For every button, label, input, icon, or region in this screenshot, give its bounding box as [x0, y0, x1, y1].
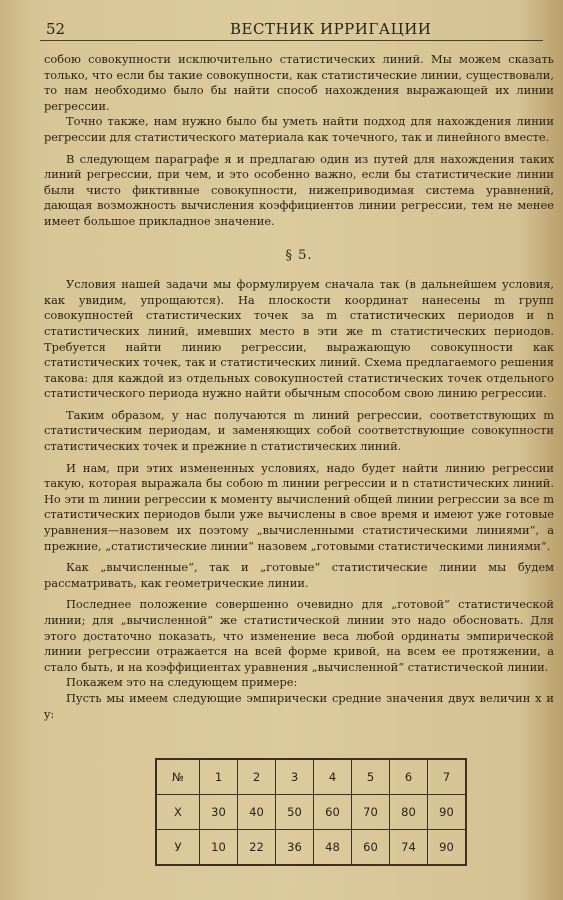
paragraph: Как „вычисленные“, так и „готовые“ статистические линии мы будем рассматривать, как геометрические линии.: [44, 560, 554, 590]
paragraph: И нам, при этих измененных условиях, надо будет найти линию регрессии такую, которая выражала бы собою m линии регрессии и n статистических линий. Но эти m линии регрессии к моменту вычислений общей линии регрессии за все m статистических периодов были уже вычислены в свое время и имеют уже готовые уравнения—назовем их поэтому „вычисленными статистическими линиями“, а прежние, „статистические линии“ назовем „готовыми статистическими линиями“.: [44, 460, 554, 553]
table-cell: 2: [238, 759, 276, 795]
table-cell: 60: [352, 830, 390, 866]
page-number: 52: [46, 20, 66, 38]
data-table: [155, 758, 467, 866]
table-cell: 5: [352, 759, 390, 795]
table-cell: 50: [276, 795, 314, 830]
table-cell: 48: [314, 830, 352, 866]
table-row: [156, 795, 466, 830]
table-cell: 10: [200, 830, 238, 866]
table-cell: №: [156, 759, 200, 795]
table-cell: 90: [428, 830, 467, 866]
paragraph: собою совокупности исключительно статистических линий. Мы можем сказать только, что если бы такие совокупности, как статистические линии, существовали, то нам необходимо было бы найти способ нахождения выражающей их линии регрессии.: [44, 52, 554, 113]
table-cell: 90: [428, 795, 467, 830]
table-cell: 7: [428, 759, 467, 795]
table-cell: У: [156, 830, 200, 866]
table-cell: 60: [314, 795, 352, 830]
table-cell: 74: [390, 830, 428, 866]
paragraph: Условия нашей задачи мы формулируем сначала так (в дальнейшем условия, как увидим, упрощаются). На плоскости координат нанесены m групп совокупностей статистических точек за m статистических периодов и n статистических линий, имевших место в эти же m статистических периодов. Требуется найти линию регрессии, выражающую совокупности как статистических точек, так и статистических линий. Схема предлагаемого решения такова: для каждой из отдельных совокупностей статистических точек отдельного статистического периода нужно найти обычным способом свою линию регрессии.: [44, 277, 554, 401]
table-cell: 30: [200, 795, 238, 830]
table-cell: X: [156, 795, 200, 830]
table-cell: 36: [276, 830, 314, 866]
table-cell: 80: [390, 795, 428, 830]
section-heading: § 5.: [285, 247, 313, 263]
paragraph: Пусть мы имеем следующие эмпирически средние значения двух величин x и y:: [44, 690, 554, 721]
paragraph: В следующем параграфе я и предлагаю один из путей для нахождения таких линий регрессии, при чем, и это особенно важно, если бы статистические линии были чисто фиктивные совокупности, нижеприводимая система уравнений, дающая возможность вычисления коэффициентов линии регрессии, тем не менее имеет большое прикладное значение.: [44, 151, 554, 228]
table-cell: 22: [238, 830, 276, 866]
paragraph: Таким образом, у нас получаются m линий регрессии, соответствующих m статистическим периодам, и заменяющих собой соответствующие совокупности статистических точек и прежние n статистических линий.: [44, 407, 554, 454]
paragraph: Покажем это на следующем примере:: [66, 675, 298, 690]
table-row: [156, 759, 466, 795]
paragraph: Точно также, нам нужно было бы уметь найти подход для нахождения линии регрессии для статистического материала как точечного, так и линейного вместе.: [44, 114, 554, 144]
table-row: [156, 830, 466, 866]
table-cell: 40: [238, 795, 276, 830]
table-cell: 6: [390, 759, 428, 795]
table-cell: 4: [314, 759, 352, 795]
article-body: [44, 52, 554, 722]
page-header: [40, 20, 543, 41]
table-cell: 70: [352, 795, 390, 830]
paragraph: Последнее положение совершенно очевидно для „готовой“ статистической линии; для „вычисленной“ же статистической линии это надо обосновать. Для этого достаточно показать, что изменение веса любой ординаты эмпирической линии регрессии отражается на всей форме кривой, на всем ее протяжении, а стало быть, и на коэффициентах уравнения „вычисленной“ статистической линии.: [44, 597, 554, 674]
running-title: ВЕСТНИК ИРРИГАЦИИ: [230, 20, 432, 38]
table-cell: 1: [200, 759, 238, 795]
table-cell: 3: [276, 759, 314, 795]
